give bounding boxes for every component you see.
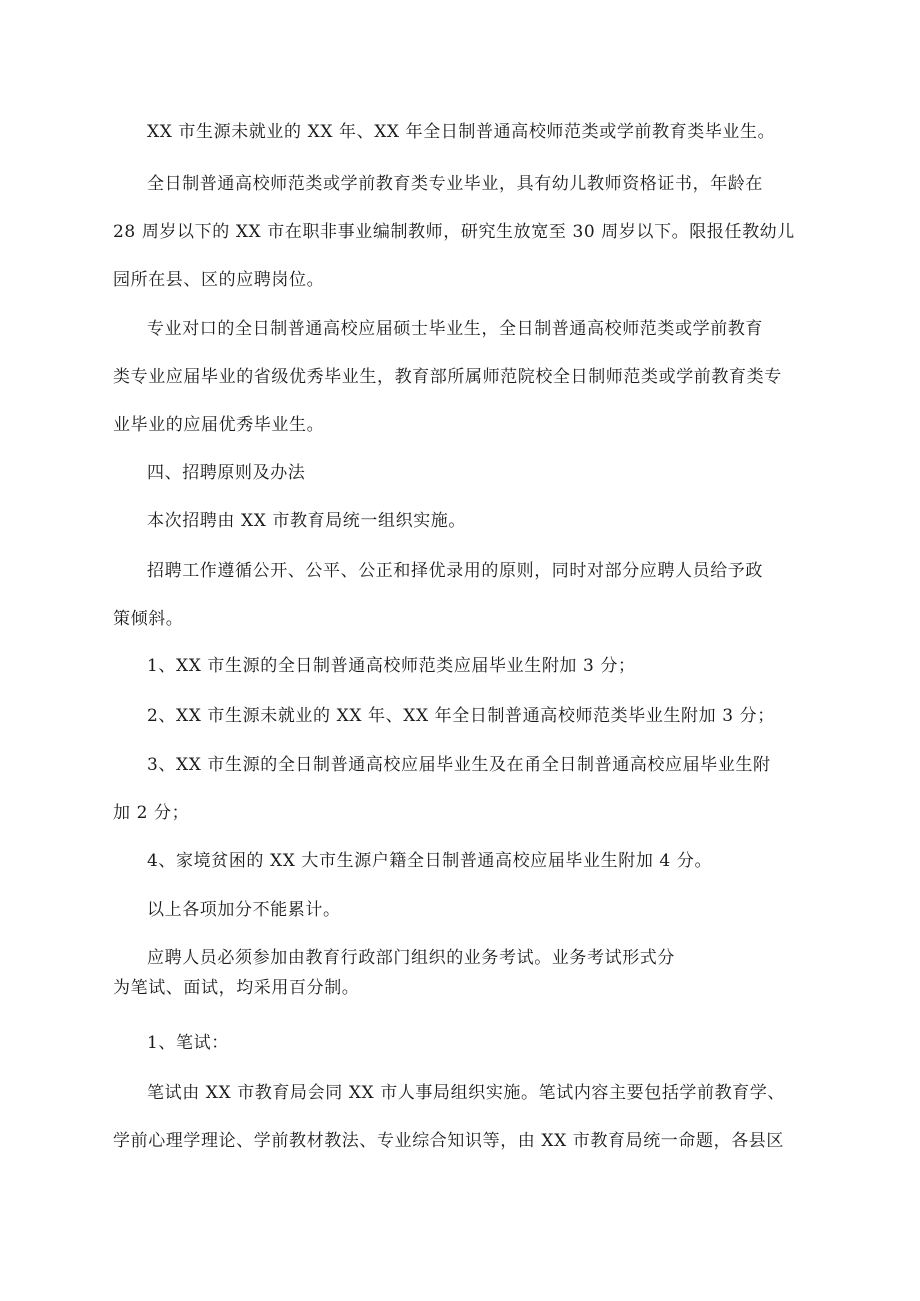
list-item-1	[113, 642, 813, 690]
text-line: 加 2 分；	[113, 803, 190, 823]
paragraph-1	[113, 108, 813, 156]
text-line: 业毕业的应届优秀毕业生。	[113, 415, 325, 435]
text-line: 1、笔试：	[147, 1033, 229, 1053]
paragraph-8	[113, 1069, 813, 1165]
paragraph-7	[113, 943, 813, 1003]
paragraph-4	[113, 497, 813, 545]
text-line: 类专业应届毕业的省级优秀毕业生，教育部所属师范院校全日制师范类或学前教育类专	[113, 367, 782, 387]
text-line: 笔试由 XX 市教育局会同 XX 市人事局组织实施。笔试内容主要包括学前教育学、	[147, 1083, 786, 1103]
section-heading	[113, 449, 813, 497]
text-line: 学前心理学理论、学前教材教法、专业综合知识等，由 XX 市教育局统一命题，各县区	[113, 1131, 785, 1151]
list-item-3	[113, 741, 813, 837]
subheading-written-exam	[113, 1019, 813, 1067]
text-line: 4、家境贫困的 XX 大市生源户籍全日制普通高校应届毕业生附加 4 分。	[147, 851, 713, 871]
paragraph-6	[113, 886, 813, 934]
paragraph-3	[113, 305, 813, 449]
text-line: 策倾斜。	[113, 609, 184, 629]
text-line: 应聘人员必须参加由教育行政部门组织的业务考试。业务考试形式分	[147, 948, 675, 968]
text-line: 28 周岁以下的 XX 市在职非事业编制教师，研究生放宽至 30 周岁以下。限报任教幼儿	[113, 222, 795, 242]
list-item-4	[113, 837, 813, 885]
text-line: 以上各项加分不能累计。	[147, 900, 341, 920]
text-line: XX 市生源未就业的 XX 年、XX 年全日制普通高校师范类或学前教育类毕业生。	[147, 122, 776, 142]
paragraph-2	[113, 160, 813, 304]
text-line: 本次招聘由 XX 市教育局统一组织实施。	[147, 511, 467, 531]
text-line: 园所在县、区的应聘岗位。	[113, 270, 325, 290]
text-line: 招聘工作遵循公开、公平、公正和择优录用的原则，同时对部分应聘人员给予政	[147, 561, 763, 581]
text-line: 全日制普通高校师范类或学前教育类专业毕业，具有幼儿教师资格证书，年龄在	[147, 174, 763, 194]
text-line: 专业对口的全日制普通高校应届硕士毕业生，全日制普通高校师范类或学前教育	[147, 319, 763, 339]
text-line: 四、招聘原则及办法	[147, 463, 306, 483]
list-item-2	[113, 692, 813, 740]
text-line: 为笔试、面试，均采用百分制。	[113, 978, 360, 998]
text-line: 1、XX 市生源的全日制普通高校师范类应届毕业生附加 3 分；	[147, 656, 636, 676]
text-line: 2、XX 市生源未就业的 XX 年、XX 年全日制普通高校师范类毕业生附加 3 分；	[147, 706, 775, 726]
text-line: 3、XX 市生源的全日制普通高校应届毕业生及在甬全日制普通高校应届毕业生附	[147, 755, 771, 775]
paragraph-5	[113, 547, 813, 643]
